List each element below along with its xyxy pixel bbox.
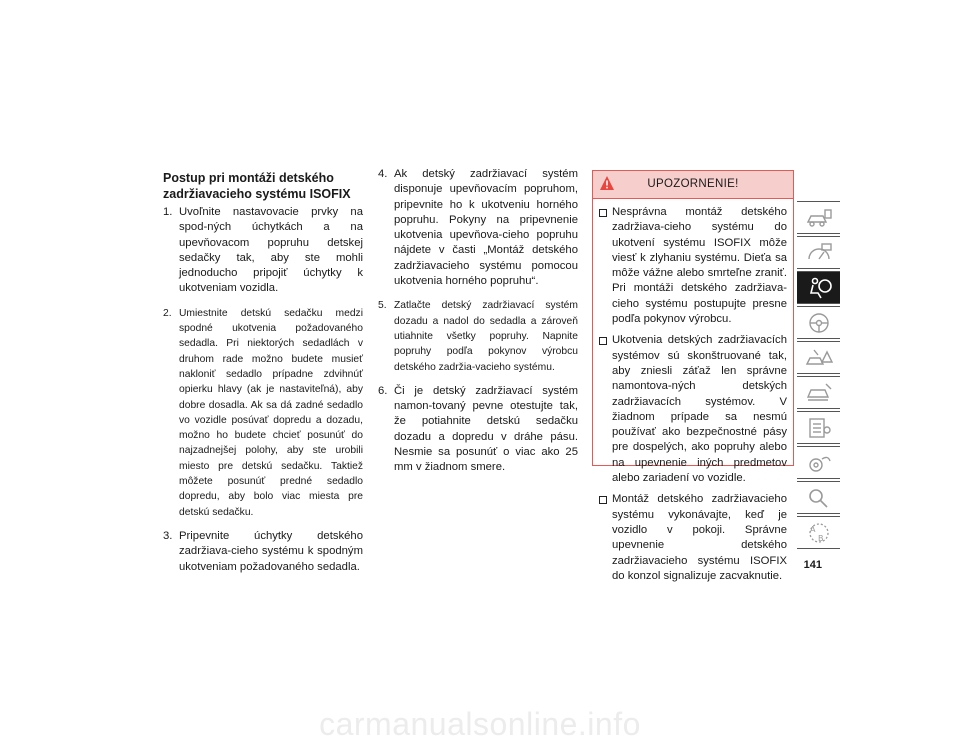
language-icon — [804, 521, 834, 545]
steps-column-left — [163, 205, 363, 584]
step-item — [378, 167, 578, 289]
step-item — [163, 306, 363, 520]
tab-index[interactable] — [797, 481, 840, 514]
svg-text:A: A — [809, 524, 815, 534]
technical-data-icon — [804, 416, 834, 440]
step-item — [378, 384, 578, 476]
warning-item — [597, 492, 787, 584]
breakdown-warning-icon — [804, 346, 834, 370]
section-heading — [163, 170, 373, 202]
steering-wheel-icon — [804, 311, 834, 335]
step-text: Zatlačte detský zadržiavací systém dozadu a nadol do sedadla a zároveň utiahnite všetky popruhy. Napnite popruhy podľa pokynov výrobcu detského zadržia-vacieho systému. — [394, 300, 578, 373]
step-text: Pripevnite úchytky detského zadržiava-cieho systému k spodným ukotveniam požadovaného sedadla. — [179, 529, 363, 573]
bullet-square-icon — [599, 496, 607, 504]
warning-box — [592, 170, 794, 582]
step-text: Uvoľnite nastavovacie prvky na spod-ných úchytkách a na upevňovacom popruhu detskej sedačky tak, aby ste mohli jednoducho pripojiť úchytky k ukotveniam vozidla. — [179, 206, 363, 295]
warning-item-text: Ukotvenia detských zadržiavacích systémov sú skonštruované tak, aby zniesli záťaž len správne namontova-ných detských zadržiavacích systémov. V žiadnom prípade sa nesmú používať ako bezpečnostné pásy pre dospelých, ako popruhy alebo na upevnenie iných predmetov alebo zariadení vo vozidle. — [612, 334, 787, 485]
tab-car-info[interactable] — [797, 201, 840, 234]
search-index-icon — [804, 486, 834, 510]
step-number: 3. — [163, 529, 173, 542]
tab-dashboard[interactable] — [797, 236, 840, 269]
step-item — [163, 529, 363, 575]
tab-language[interactable] — [797, 516, 840, 549]
warning-body — [593, 199, 793, 584]
step-item — [378, 298, 578, 374]
step-number: 6. — [378, 384, 388, 397]
car-service-icon — [804, 381, 834, 405]
section-heading-line2: zadržiavacieho systému ISOFIX — [163, 187, 351, 201]
step-number: 2. — [163, 307, 172, 319]
dashboard-message-icon — [804, 241, 834, 265]
steps-column-right — [378, 167, 578, 485]
warning-header — [593, 171, 793, 199]
svg-text:B: B — [817, 533, 823, 543]
section-heading-line1: Postup pri montáži detského — [163, 171, 334, 185]
airbag-safety-icon — [804, 276, 834, 300]
tab-emergency[interactable] — [797, 341, 840, 374]
tab-multimedia[interactable] — [797, 446, 840, 479]
car-info-icon — [804, 206, 834, 230]
step-text: Či je detský zadržiavací systém namon-tovaný pevne otestujte tak, že potiahnite detskú sedačku dozadu a dopredu v dráhe pásu. Nesmie sa posunúť o viac ako 25 mm v žiadnom smere. — [394, 384, 578, 474]
warning-triangle-icon — [599, 175, 615, 191]
step-text: Umiestnite detskú sedačku medzi spodné ukotvenia požadovaného sedadla. Pri niektorých sedadlách v druhom rade možno budete musieť nakloniť sedadlo prípadne zdvihnúť opierku hlavy (ak je nastaviteľná), aby dobre dosadla. Ak sa dá zadné sedadlo vo vozidle posúvať dopredu a dozadu, možno ho budete chcieť posunúť do najzadnejšej polohy, aby ste urobili miesto pre detskú sedačku. Taktiež môžete posunúť predné sedadlo dopredu, aby bolo viac miesta pre detskú sedačku. — [179, 307, 363, 518]
chapter-tabs — [797, 201, 840, 551]
warning-title: UPOZORNENIE! — [647, 178, 739, 190]
tab-service[interactable] — [797, 376, 840, 409]
watermark: carmanualsonline.info — [319, 706, 641, 742]
warning-item-text: Nesprávna montáž detského zadržiava-cieho systému do ukotvení systému ISOFIX môže viesť k zlyhaniu systému. Dieťa sa môže vážne alebo smrteľne zraniť. Pri montáži detského zadržiava-cieho systému postupujte presne podľa pokynov výrobcu. — [612, 206, 787, 326]
bullet-square-icon — [599, 209, 607, 217]
page-number: 141 — [803, 559, 822, 571]
step-number: 1. — [163, 206, 173, 218]
warning-item — [597, 333, 787, 486]
step-number: 4. — [378, 168, 388, 180]
step-text: Ak detský zadržiavací systém disponuje upevňovacím popruhom, pripevnite ho k ukotveniu horného popruhu. Pokyny na pripevnenie ukotvenia upevňova-cieho popruhu nájdete v časti „Montáž detského zadržiavacieho systému pomocou ukotvenia horného popruhu“. — [394, 168, 578, 288]
tab-technical-data[interactable] — [797, 411, 840, 444]
tab-driving[interactable] — [797, 306, 840, 339]
bullet-square-icon — [599, 337, 607, 345]
multimedia-icon — [804, 451, 834, 475]
tab-safety[interactable] — [797, 271, 840, 304]
step-number: 5. — [378, 300, 387, 312]
step-item — [163, 205, 363, 297]
warning-item-text: Montáž detského zadržiavacieho systému vykonávajte, keď je vozidlo v pokoji. Správne upevnenie detského zadržiavacieho systému ISOFIX do konzol signalizuje zacvaknutie. — [612, 493, 787, 582]
warning-item — [597, 205, 787, 327]
